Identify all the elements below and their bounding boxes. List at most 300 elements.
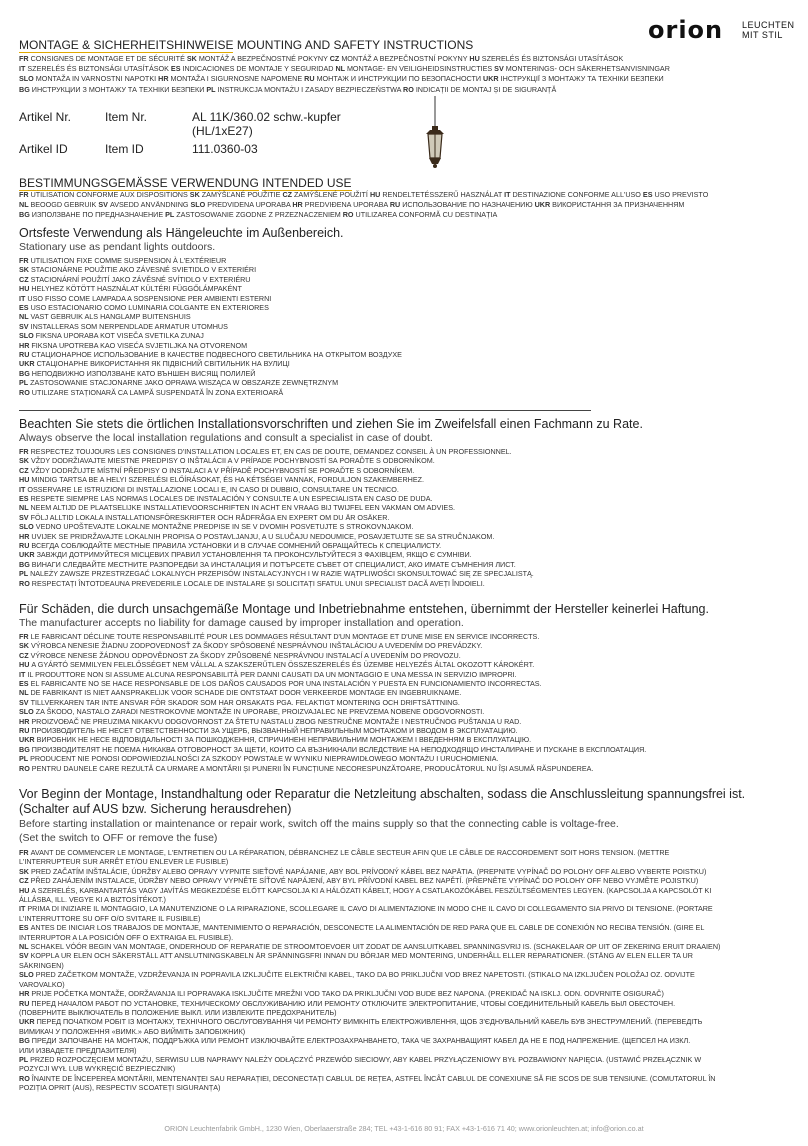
language-code: UKR [19,550,37,560]
s1-translation-item [19,359,402,368]
translation-text: UTILIZARE STAȚIONARĂ CA LAMPĂ SUSPENDATĂ ÎN ZONA EXTERIOARĂ [31,387,284,397]
s1-translation-item [19,265,402,274]
translation-text: ÎNAINTE DE ÎNCEPEREA MONTĂRII, MENTENANȚEI SAU REPARAȚIEI, DECONECTAȚI CABLUL DE REȚEA, ASTFEL ÎNCÂT CABLUL DE CONEXIUNE SĂ FIE SCOS DE SUB TENSIUNE. (COMUTATORUL ÎN [31,1073,716,1083]
s1-translation-item [19,331,402,340]
language-code: SLO [19,331,36,341]
translation-text: ZAMÝŠLENÉ POUŽITÍ [294,190,370,199]
translation-text: VEDNO UPOŠTEVAJTE LOKALNE MONTAŽNE PREDPISE IN SE V DVOMIH POSVETUJTE S STROKOVNJAKOM. [35,522,414,532]
orion-logo [648,18,798,44]
logo-tagline [742,20,795,40]
translation-text: L'INTERRUTTORE SU OFF O/O SVITARE IL FUSIBILE) [19,913,201,923]
logo-wordmark: orion [648,16,724,44]
s4-translation-item [19,1083,720,1092]
language-code: CZ [19,876,31,886]
language-code: SV [19,512,31,522]
s1-translations [19,256,402,397]
language-code: RU [304,74,317,84]
translation-text: AVANT DE COMMENCER LE MONTAGE, L'ENTRETIEN OU LA RÉPARATION, DÉBRANCHEZ LE CÂBLE SECTEUR AFIN QUE LE CÂBLE DE RACCORDEMENT SOIT HORS TENSION. (METTRE [30,848,670,857]
translation-text: ÁLLÁSBA, ILL. VEGYE KI A BIZTOSÍTÉKOT.) [19,895,166,905]
language-code: IT [19,904,28,914]
s3-translation-item [19,717,646,726]
s4-translation-item [19,989,720,998]
translation-text: INTERRUPTOR A LA POSICIÓN OFF O EXTRAIGA EL FUSIBLE). [19,932,234,942]
s1-translation-item [19,350,402,359]
s4-translation-item [19,895,720,904]
article-nr-label-de: Artikel Nr. [19,110,72,124]
language-code: UKR [483,74,501,84]
intended-use-translation-line [19,210,708,220]
article-id-label-de: Artikel ID [19,142,68,156]
s4-translation-item [19,1036,720,1045]
language-code: HU [19,885,32,895]
language-code: NL [19,503,31,513]
language-code: FR [19,632,31,641]
article-nr-value: AL 11K/360.02 schw.-kupfer [192,110,341,124]
s1-translation-item [19,284,402,293]
translation-text: MONTAGE- EN VEILIGHEIDSINSTRUCTIES [346,64,495,74]
translation-text: ВИНАГИ СЛЕДВАЙТЕ МЕСТНИТЕ РАЗПОРЕДБИ ЗА ИНСТАЛАЦИЯ И ПОТЪРСЕТЕ СЪВЕТ ОТ СПЕЦИАЛИСТ, АКО ИМАТЕ СЪМНЕНИЯ ЛИСТ. [31,559,516,569]
s4-translation-item [19,886,720,895]
translation-text: PRODUCENT NIE PONOSI ODPOWIEDZIALNOŚCI ZA SZKODY POWSTAŁE W WYNIKU NIEPRAWIDŁOWEGO MONTAŻU I URUCHOMIENIA. [30,754,499,764]
translation-text: RESPETE SIEMPRE LAS NORMAS LOCALES DE INSTALACIÓN Y CONSULTE A UN ESPECIALISTA EN CASO DE DUDA. [30,494,433,504]
s4-translation-item [19,914,720,923]
translation-text: STACIONÁRNE POUŽITIE AKO ZÁVESNÉ SVIETIDLO V EXTERIÉRI [30,265,257,275]
language-code: SK [19,641,31,651]
translation-text: PENTRU DAUNELE CARE REZULTĂ CA URMARE A MONTĂRII ȘI PUNERII ÎN FUNCȚIUNE NECORESPUNZĂTOARE, PRODUCĂTORUL NU ÎȘI ASUMĂ RĂSPUNDEREA. [31,763,594,773]
translation-text: UTILISATION FIXE COMME SUSPENSION À L'EXTÉRIEUR [30,256,227,265]
s1-translation-item [19,303,402,312]
page-title-en: MOUNTING AND SAFETY INSTRUCTIONS [236,38,474,52]
language-code: BG [19,744,32,754]
s3-translation-item [19,641,646,650]
translation-text: MONTAŽA I SIGURNOSNE NAPOMENE [170,74,305,84]
language-code: HU [19,475,32,485]
translation-text: SZERELÉS ÉS BIZTONSÁGI UTASÍTÁSOK [27,64,171,74]
s1-translation-item [19,322,402,331]
s2-title: Beachten Sie stets die örtlichen Installationsvorschriften und ziehen Sie im Zweifelsfall einen Fachmann zu Rate. [19,417,643,431]
s2-translation-item [19,579,534,588]
language-code: UKR [19,359,37,369]
language-code: PL [19,569,31,579]
translation-text: KOPPLA UR ELEN OCH SÄKERSTÄLL ATT ANSLUTNINGSKABELN ÄR SPÄNNINGSFRI INNAN DU BÖRJAR MED MONTERING, UNDERHÅLL ELLER REPARATIONER. (STÄNG AV ELEN ELLER TA UR [30,951,693,961]
s2-translation-item [19,560,534,569]
translation-text: INSTRUKCJA MONTAŻU I ZASADY BEZPIECZEŃSTWA [217,84,404,94]
s4-translation-item [19,867,720,876]
divider [19,410,591,411]
translation-text: RENDELTETÉSSZERŰ HASZNÁLAT [382,190,505,199]
translation-text: VŽDY DODRŽUJTE MÍSTNÍ PŘEDPISY O INSTALACI A V PŘÍPADĚ POCHYBNOSTÍ SE PORAĎTE S ODBORNÍKEM. [30,465,415,475]
translation-text: PREDVIĐENA UPORABA [304,200,390,210]
s3-translation-item [19,679,646,688]
language-code: FR [19,256,31,265]
language-code: RU [19,541,32,551]
language-code: FR [19,447,31,456]
translation-text: ВИРОБНИК НЕ НЕСЕ ВІДПОВІДАЛЬНОСТІ ЗА ПОШКОДЖЕННЯ, СПРИЧИНЕНІ НЕПРАВИЛЬНИМ МОНТАЖЕМ І ВВЕДЕННЯМ В ЕКСПЛУАТАЦІЮ. [36,735,532,745]
translation-text: PRIMA DI INIZIARE IL MONTAGGIO, LA MANUTENZIONE O LA RIPARAZIONE, SCOLLEGARE IL CAVO DI ALIMENTAZIONE IN MODO CHE IL CAVO DI COLLEGAMENTO SIA PRIVO DI TENSIONE. (PORTARE [27,904,713,914]
s1-title: Ortsfeste Verwendung als Hängeleuchte im Außenbereich. [19,226,344,240]
language-code: HU [19,660,32,670]
s1-translation-item [19,388,402,397]
translation-text: МОНТАЖ И ИНСТРУКЦИИ ПО БЕЗОПАСНОСТИ [316,74,484,84]
title-translation-line [19,74,670,84]
page-title [19,38,473,52]
translation-text: SÄKRINGEN) [19,960,64,970]
language-code: FR [19,54,31,63]
language-code: HR [19,531,32,541]
translation-text: A GYÁRTÓ SEMMILYEN FELELŐSSÉGET NEM VÁLLAL A SZAKSZERŰTLEN ÖSSZESZERELÉS ÉS ÜZEMBE HELYEZÉS ÁLTAL OKOZOTT KÁROKÉRT. [31,660,535,670]
translation-text: VÝROBCE NENESE ŽÁDNOU ODPOVĚDNOST ZA ŠKODY ZPŮSOBENÉ NESPRÁVNOU INSTALACÍ A UVEDENÍM DO PROVOZU. [30,650,461,660]
language-code: RO [19,387,32,397]
s4-title: Vor Beginn der Montage, Instandhaltung oder Reparatur die Netzleitung abschalten, sodass die Anschlussleitung spannungsfrei ist. [19,787,746,801]
language-code: BG [19,84,32,94]
language-code: HR [19,989,32,999]
title-translation-line [19,64,670,74]
language-code: RO [19,578,32,588]
language-code: IT [19,669,28,679]
translation-text: MONTÁŽ A BEZPEČNOSTNÍ POKYNY [341,54,470,63]
language-code: ES [642,190,655,199]
s1-subtitle: Stationary use as pendant lights outdoors. [19,241,216,253]
translation-text: MONTAŽA IN VARNOSTNI NAPOTKI [35,74,159,84]
title-translation-line [19,54,670,64]
s4-translation-item [19,904,720,913]
s3-translation-item [19,670,646,679]
translation-text: USO FISSO COME LAMPADA A SOSPENSIONE PER AMBIENTI ESTERNI [27,293,272,303]
title-translation-line [19,85,670,95]
translation-text: СТАЦІОНАРНЕ ВИКОРИСТАННЯ ЯК ПІДВІСНИЙ СВІТИЛЬНИК НА ВУЛИЦІ [36,359,290,369]
translation-text: PREDVIDENA UPORABA [207,200,293,210]
s2-translation-item [19,466,534,475]
logo-tagline-line2: MIT STIL [742,30,783,40]
language-code: ES [19,494,31,504]
language-code: FR [19,848,31,857]
s1-translation-item [19,378,402,387]
language-code: SLO [19,970,36,980]
translation-text: ІНСТРУКЦІЇ З МОНТАЖУ ТА ТЕХНІКИ БЕЗПЕКИ [500,74,664,84]
translation-text: ПЕРЕД НАЧАЛОМ РАБОТ ПО УСТАНОВКЕ, ТЕХНИЧЕСКОМУ ОБСЛУЖИВАНИЮ ИЛИ РЕМОНТУ ОТКЛЮЧИТЕ ЭЛЕКТРОПИТАНИЕ, ЧТОБЫ СОЕДИНИТЕЛЬНЫЙ КАБЕЛЬ БЫЛ ОБЕСТОЧЕН. [31,998,676,1008]
s4-subtitle-2: (Set the switch to OFF or remove the fuse) [19,832,218,844]
translation-text: ПРЕДИ ЗАПОЧВАНЕ НА МОНТАЖ, ПОДДРЪЖКА ИЛИ РЕМОНТ ИЗКЛЮЧВАЙТЕ ЕЛЕКТРОЗАХРАНВАНЕТО, ТАКА ЧЕ ЗАХРАНВАЩИЯТ КАБЕЛ ДА НЕ Е ПОД НАПРЕЖЕНИЕ. (ЩЕПСЕЛ НА ИЗКЛ. [31,1036,691,1046]
s1-translation-item [19,294,402,303]
language-code: UKR [19,1017,37,1027]
s4-translation-item [19,961,720,970]
language-code: RU [19,726,32,736]
language-code: IT [19,293,28,303]
s4-translation-item [19,970,720,979]
language-code: CZ [282,190,295,199]
language-code: SLO [19,522,36,532]
s3-translation-item [19,698,646,707]
language-code: HR [19,716,32,726]
language-code: BG [19,1036,32,1046]
s1-translation-item [19,341,402,350]
translation-text: IL PRODUTTORE NON SI ASSUME ALCUNA RESPONSABILITÀ PER DANNI CAUSATI DA UN MONTAGGIO E UNA MESSA IN SERVIZIO IMPROPRI. [27,669,517,679]
s3-translations [19,632,646,773]
language-code: UKR [19,735,37,745]
language-code: ES [19,923,31,933]
language-code: PL [19,378,31,388]
s2-translation-item [19,447,534,456]
language-code: CZ [19,274,31,284]
language-code: HU [19,284,32,294]
translation-text: VÝROBCA NENESIE ŽIADNU ZODPOVEDNOSŤ ZA ŠKODY SPÔSOBENÉ NESPRÁVNOU INŠTALÁCIOU A UVEDENÍM DO PREVÁDZKY. [30,641,483,651]
translation-text: MINDIG TARTSA BE A HELYI SZERELÉSI ELŐÍRÁSOKAT, ÉS HA KÉTSÉGEI VANNAK, FORDULJON SZAKEMBERHEZ. [31,475,425,485]
translation-text: СТАЦИОНАРНОЕ ИСПОЛЬЗОВАНИЕ В КАЧЕСТВЕ ПОДВЕСНОГО СВЕТИЛЬНИКА НА ОТКРЫТОМ ВОЗДУХЕ [31,350,402,360]
article-id-label-en: Item ID [105,142,144,156]
language-code: HU [369,190,383,199]
s3-translation-item [19,735,646,744]
translation-text: POZYCJI WYŁ LUB WYKRĘCIĆ BEZPIECZNIK) [19,1064,176,1074]
translation-text: LE FABRICANT DÉCLINE TOUTE RESPONSABILITÉ POUR LES DOMMAGES RÉSULTANT D'UN MONTAGE ET D'UNE MISE EN SERVICE INCORRECTS. [30,632,540,641]
language-code: BG [19,210,32,220]
translation-text: OSSERVARE LE ISTRUZIONI DI INSTALLAZIONE LOCALI E, IN CASO DI DUBBIO, CONSULTARE UN TECNICO. [27,484,399,494]
translation-text: ПЕРЕД ПОЧАТКОМ РОБІТ ІЗ МОНТАЖУ, ТЕХНІЧНОГО ОБСЛУГОВУВАННЯ ЧИ РЕМОНТУ ВИМКНІТЬ ЕЛЕКТРОЖИВЛЕННЯ, ЩОБ З'ЄДНУВАЛЬНИЙ КАБЕЛЬ БУВ ЗНЕСТРУМЛЕНИЙ. (ПЕРЕВЕДІТЬ [36,1017,703,1027]
translation-text: VAST GEBRUIK ALS HANGLAMP BUITENSHUIS [30,312,191,322]
language-code: SK [186,54,199,63]
s2-translation-item [19,569,534,578]
s2-translations [19,447,534,588]
translation-text: ПРОИЗВОДИТЕЛЬ НЕ НЕСЕТ ОТВЕТСТВЕННОСТИ ЗА УЩЕРБ, ВЫЗВАННЫЙ НЕПРАВИЛЬНЫМ МОНТАЖОМ И ВВОДОМ В ЭКСПЛУАТАЦИЮ. [31,726,518,736]
language-code: RO [19,763,32,773]
language-code: NL [19,688,31,698]
language-code: CZ [19,650,31,660]
s4-translation-item [19,1008,720,1017]
intended-use-translation-line [19,200,708,210]
translation-text: NALEŻY ZAWSZE PRZESTRZEGAĆ LOKALNYCH PRZEPISÓW INSTALACYJNYCH I W RAZIE WĄTPLIWOŚCI SKONSULTOWAĆ SIĘ ZE SPECJALISTĄ. [30,569,534,579]
language-code: SLO [19,74,36,84]
s3-translation-item [19,660,646,669]
translation-text: PRIJE POČETKA MONTAŽE, ODRŽAVANJA ILI POPRAVAKA ISKLJUČITE MREŽNI VOD TAKO DA PRIKLJUČNI VOD BUDE BEZ NAPONA. (PREKIDAČ NA ISKLJ. ODN. ODVRNITE OSIGURAČ) [31,989,664,999]
intended-use-title [19,176,352,190]
language-code: IT [19,64,28,74]
s3-translation-item [19,726,646,735]
s3-translation-item [19,754,646,763]
translation-text: INSTALLERAS SOM NERPENDLADE ARMATUR UTOMHUS [30,321,228,331]
language-code: ES [19,303,31,313]
s4-translation-item [19,999,720,1008]
s4-translation-item [19,1046,720,1055]
translation-text: NEEM ALTIJD DE PLAATSELIJKE INSTALLATIEVOORSCHRIFTEN IN ACHT EN VRAAG BIJ TWIJFEL EEN VAKMAN OM ADVIES. [30,503,455,513]
language-code: SK [189,190,202,199]
translation-text: PRED ZAČATÍM INŠTALÁCIE, ÚDRŽBY ALEBO OPRAVY VYPNITE SIEŤOVÉ NAPÁJANIE, ABY BOL PRÍVODNÝ KÁBEL BEZ NAPÄTIA. (PREPNITE VYPÍNAČ DO POLOHY OFF ALEBO VYBERTE POISTKU) [30,866,707,876]
translation-text: VŽDY DODRŽIAVAJTE MIESTNE PREDPISY O INŠTALÁCII A V PRÍPADE POCHYBNOSTÍ SA PORAĎTE S ODBORNÍKOM. [30,456,435,466]
translation-text: DESTINAZIONE CONFORME ALL'USO [512,190,643,199]
translation-text: STACIONÁRNÍ POUŽITÍ JAKO ZÁVĚSNÉ SVÍTIDLO V EXTERIÉRU [30,274,251,284]
page-title-de: MONTAGE & SICHERHEITSHINWEISE [19,38,234,52]
translation-text: PŘED ZAHÁJENÍM INSTALACE, ÚDRŽBY NEBO OPRAVY VYPNĚTE SÍŤOVÉ NAPÁJENÍ, ABY BYL PŘÍVODNÍ KABEL BEZ NAPĚTÍ. (PŘEPNĚTE VYPÍNAČ DO POLOHY OFF NEBO VYJMĚTE POJISTKU) [30,876,699,886]
language-code: RU [389,200,403,210]
translation-text: FIKSNA UPOTREBA KAO VISEĆA SVJETILJKA NA OTVORENOM [31,340,248,350]
translation-text: PROIZVOĐAČ NE PREUZIMA NIKAKVU ODGOVORNOST ZA ŠTETU NASTALU ZBOG NESTRUČNE MONTAŽE I NESTRUČNOG PUŠTANJA U RAD. [31,716,522,726]
s4-translation-item [19,1055,720,1064]
translation-text: CONSIGNES DE MONTAGE ET DE SÉCURITÉ [30,54,187,63]
translation-text: ANTES DE INICIAR LOS TRABAJOS DE MONTAJE, MANTENIMIENTO O REPARACIÓN, DESCONECTE LA ALIMENTACIÓN DE RED PARA QUE EL CABLE DE CONEXIÓN NO RECIBA TENSIÓN. (GIRE EL [30,923,705,933]
language-code: CZ [19,465,31,475]
language-code: SV [98,200,110,210]
translation-text: USO PREVISTO [654,190,709,199]
language-code: RO [19,1073,32,1083]
language-code: FR [19,190,31,199]
translation-text: L'INTERRUPTEUR SUR ARRÊT ET/OU ENLEVER LE FUSIBLE) [19,857,229,867]
language-code: SK [19,265,31,275]
translation-text: FIKSNA UPORABA KOT VISEČA SVETILKA ZUNAJ [35,331,204,341]
s4-translation-item [19,933,720,942]
translation-text: INDICACIONES DE MONTAJE Y SEGURIDAD [182,64,336,74]
translation-text: ZASTOSOWANIE ZGODNE Z PRZEZNACZENIEM [176,210,343,220]
translation-text: DE FABRIKANT IS NIET AANSPRAKELIJK VOOR SCHADE DIE ONTSTAAT DOOR VERKEERDE MONTAGE EN INGEBRUIKNAME. [30,688,462,698]
translation-text: A SZERELÉS, KARBANTARTÁS VAGY JAVÍTÁS MEGKEZDÉSE ELŐTT KAPCSOLJA KI A HÁLÓZATI KÁBELT, HOGY A CSATLAKOZÓKÁBEL FESZÜLTSÉGMENTES LEGYEN. (KAPCSOLJA A KAPCSOLÓT KI [31,885,712,895]
translation-text: SZERELÉS ÉS BIZTONSÁGI UTASÍTÁSOK [481,54,624,63]
language-code: SLO [190,200,208,210]
s2-translation-item [19,513,534,522]
s4-translations [19,848,720,1093]
translation-text: ZAMÝŠĽANÉ POUŽITIE [201,190,283,199]
translation-text: PRED ZAČETKOM MONTAŽE, VZDRŽEVANJA IN POPRAVILA IZKLJUČITE ELEKTRIČNI KABEL, TAKO DA BO PRIKLJUČNI VOD BREZ NAPETOSTI. (STIKALO NA IZKLJUČEN POLOŽAJ OZ. ODVIJTE [35,970,695,980]
language-code: PL [206,84,218,94]
translation-text: TILLVERKAREN TAR INTE ANSVAR FÖR SKADOR SOM HAR ORSAKATS PGA. FELAKTIGT MONTERING OCH DRIFTSÄTTNING. [30,697,460,707]
intended-use-title-de: BESTIMMUNGSGEMÄSSE VERWENDUNG [19,176,259,190]
translation-text: MONTÁŽ A BEZPEČNOSTNÉ POKYNY [198,54,330,63]
language-code: NL [19,942,31,952]
s3-translation-item [19,745,646,754]
translation-text: ИЗПОЛЗВАНЕ ПО ПРЕДНАЗНАЧЕНИЕ [31,210,166,220]
language-code: PL [19,754,31,764]
language-code: ES [170,64,183,74]
translation-text: ПРОИЗВОДИТЕЛЯТ НЕ ПОЕМА НИКАКВА ОТГОВОРНОСТ ЗА ЩЕТИ, КОИТО СА ВЪЗНИКНАЛИ ВСЛЕДСТВИЕ НА НЕПОДХОДЯЩО ИНСТАЛИРАНЕ И ПУСКАНЕ В ЕКСПЛОАТАЦИЯ. [31,744,647,754]
title-translations [19,54,670,95]
language-code: CZ [329,54,342,63]
language-code: NL [335,64,347,74]
translation-text: UTILIZAREA CONFORMĂ CU DESTINAȚIA [355,210,498,220]
translation-text: НЕПОДВИЖНО ИЗПОЛЗВАНЕ КАТО ВЪНШЕН ВИСЯЩ ПОЛИЛЕЙ [31,368,256,378]
language-code: RU [19,350,32,360]
logo-tagline-line1: LEUCHTEN [742,20,795,30]
s4-translation-item [19,857,720,866]
s4-translation-item [19,1074,720,1083]
language-code: SV [19,697,31,707]
translation-text: EL FABRICANTE NO SE HACE RESPONSABLE DE LOS DAÑOS CAUSADOS POR UNA INSTALACIÓN Y PUESTA EN FUNCIONAMIENTO INCORRECTAS. [30,679,542,689]
translation-text: (ПОВЕРНИТЕ ВЫКЛЮЧАТЕЛЬ В ПОЛОЖЕНИЕ ВЫКЛ. ИЛИ ИЗВЛЕКИТЕ ПРЕДОХРАНИТЕЛЬ) [19,1007,337,1017]
article-nr-value-2: (HL/1xE27) [192,124,253,138]
intended-use-translation-line [19,190,708,200]
language-code: HR [158,74,171,84]
language-code: SV [19,321,31,331]
language-code: NL [19,200,31,210]
language-code: SV [494,64,506,74]
s2-translation-item [19,485,534,494]
article-id-value: 111.0360-03 [192,142,258,156]
translation-text: INDICAȚII DE MONTAJ ȘI DE SIGURANȚĂ [415,84,557,94]
s2-translation-item [19,503,534,512]
translation-text: RESPECTAȚI ÎNTOTDEAUNA PREVEDERILE LOCALE DE INSTALARE ȘI SOLICITAȚI SFATUL UNUI SPECIALIST DACĂ AVEȚI ÎNDOIELI. [31,578,485,588]
s4-translation-item [19,1027,720,1036]
intended-use-translations [19,190,708,221]
translation-text: VAROVALKO) [19,979,65,989]
s2-translation-item [19,550,534,559]
s1-translation-item [19,275,402,284]
s4-translation-item [19,923,720,932]
translation-text: PRZED ROZPOCZĘCIEM MONTAŻU, SERWISU LUB NAPRAWY NALEŻY ODŁĄCZYĆ PRZEWÓD SIECIOWY, ABY KABEL PRZYŁĄCZENIOWY BYŁ POZBAWIONY NAPIĘCIA. (USTAWIĆ PRZEŁĄCZNIK W [30,1054,702,1064]
translation-text: RESPECTEZ TOUJOURS LES CONSIGNES D'INSTALLATION LOCALES ET, EN CAS DE DOUTE, DEMANDEZ CONSEIL À UN PROFESSIONNEL. [30,447,512,456]
s4-translation-item [19,1064,720,1073]
s4-translation-item [19,1017,720,1026]
s3-translation-item [19,707,646,716]
s2-translation-item [19,532,534,541]
s3-subtitle: The manufacturer accepts no liability for damage caused by improper installation and operation. [19,617,464,629]
intended-use-title-en: INTENDED USE [262,176,352,190]
translation-text: POZIȚIA OPRIT (AUS), RESPECTIV SCOATEȚI SIGURANȚA) [19,1083,221,1093]
s4-translation-item [19,951,720,960]
translation-text: BEOOGD GEBRUIK [30,200,99,210]
s3-translation-item [19,632,646,641]
s3-translation-item [19,651,646,660]
language-code: IT [504,190,513,199]
translation-text: ЗАВЖДИ ДОТРИМУЙТЕСЯ МІСЦЕВИХ ПРАВИЛ УСТАНОВЛЕННЯ ТА ПРОКОНСУЛЬТУЙТЕСЯ З ФАХІВЦЕМ, ЯКЩО Є СУМНІВИ. [36,550,472,560]
s2-translation-item [19,541,534,550]
language-code: RO [342,210,356,220]
translation-text: USO ESTACIONARIO COMO LUMINARIA COLGANTE EN EXTERIORES [30,303,269,313]
translation-text: HELYHEZ KÖTÖTT HASZNÁLAT KÜLTÉRI FÜGGŐLÁMPAKÉNT [31,284,242,294]
s1-translation-item [19,256,402,265]
s4-translation-item [19,876,720,885]
translation-text: ВИМИКАЧ У ПОЛОЖЕННЯ «ВИМК.» АБО ВИЙМІТЬ ЗАПОБІЖНИК) [19,1026,246,1036]
language-code: PL [165,210,177,220]
s1-translation-item [19,312,402,321]
article-nr-label-en: Item Nr. [105,110,148,124]
translation-text: ИНСТРУКЦИИ З МОНТАЖУ ТА ТЕХНІКИ БЕЗПЕКИ [31,84,207,94]
translation-text: ИСПОЛЬЗОВАНИЕ ПО НАЗНАЧЕНИЮ [402,200,535,210]
language-code: HU [469,54,482,63]
language-code: RO [403,84,416,94]
language-code: HR [292,200,305,210]
translation-text: MONTERINGS- OCH SÄKERHETSANVISNINGAR [505,64,670,74]
s4-translation-item [19,942,720,951]
translation-text: FÖLJ ALLTID LOKALA INSTALLATIONSFÖRESKRIFTER OCH RÅDFRÅGA EN EXPERT OM DU ÄR OSÄKER. [30,512,390,522]
translation-text: ZA ŠKODO, NASTALO ZARADI NESTROKOVNE MONTAŽE IN UPORABE, PROIZVAJALEC NE PREVZEMA NOBENE ODGOVORNOSTI. [35,707,485,717]
language-code: NL [19,312,31,322]
language-code: SK [19,456,31,466]
translation-text: ВСЕГДА СОБЛЮДАЙТЕ МЕСТНЫЕ ПРАВИЛА УСТАНОВКИ И В СЛУЧАЕ СОМНЕНИЙ ОБРАЩАЙТЕСЬ К СПЕЦИАЛИСТУ. [31,541,442,551]
translation-text: ZASTOSOWANIE STACJONARNE JAKO OPRAWA WISZĄCA W OBSZARZE ZEWNĘTRZNYM [30,378,339,388]
language-code: HR [19,340,32,350]
s3-title: Für Schäden, die durch unsachgemäße Montage und Inbetriebnahme entstehen, übernimmt der Hersteller keinerlei Haftung. [19,602,709,616]
pendant-lamp-image [420,96,450,176]
translation-text: UVIJEK SE PRIDRŽAVAJTE LOKALNIH PROPISA O POSTAVLJANJU, A U SLUČAJU NEDOUMICE, POSAVJETUJTE SE SA STRUČNJAKOM. [31,531,495,541]
footer-address: ORION Leuchtenfabrik GmbH., 1230 Wien, Oberlaaerstraße 284; TEL +43-1-616 80 91; FAX +43-1-616 71 40; www.orionleuchten.at; info@orion.co.at [164,1124,644,1133]
s2-translation-item [19,494,534,503]
language-code: UKR [534,200,553,210]
language-code: IT [19,484,28,494]
language-code: BG [19,368,32,378]
s3-translation-item [19,764,646,773]
s4-title-2: (Schalter auf AUS bzw. Sicherung herausdrehen) [19,802,292,816]
language-code: RU [19,998,32,1008]
s2-translation-item [19,475,534,484]
language-code: ES [19,679,31,689]
translation-text: SCHAKEL VÓÓR BEGIN VAN MONTAGE, ONDERHOUD OF REPARATIE DE STROOMTOEVOER UIT ZODAT DE AANSLUITKABEL SPANNINGSVRIJ IS. (SCHAKELAAR OP UIT OF ZEKERING ERUIT DRAAIEN) [30,942,721,952]
s4-translation-item [19,980,720,989]
translation-text: UTILISATION CONFORME AUX DISPOSITIONS [30,190,190,199]
translation-text: AVSEDD ANVÄNDNING [109,200,191,210]
s2-translation-item [19,456,534,465]
language-code: PL [19,1054,31,1064]
s2-translation-item [19,522,534,531]
s4-subtitle: Before starting installation or maintenance or repair work, switch off the mains supply so that the connecting cable is voltage-free. [19,818,619,830]
language-code: SK [19,866,31,876]
s1-translation-item [19,369,402,378]
language-code: BG [19,559,32,569]
language-code: SV [19,951,31,961]
